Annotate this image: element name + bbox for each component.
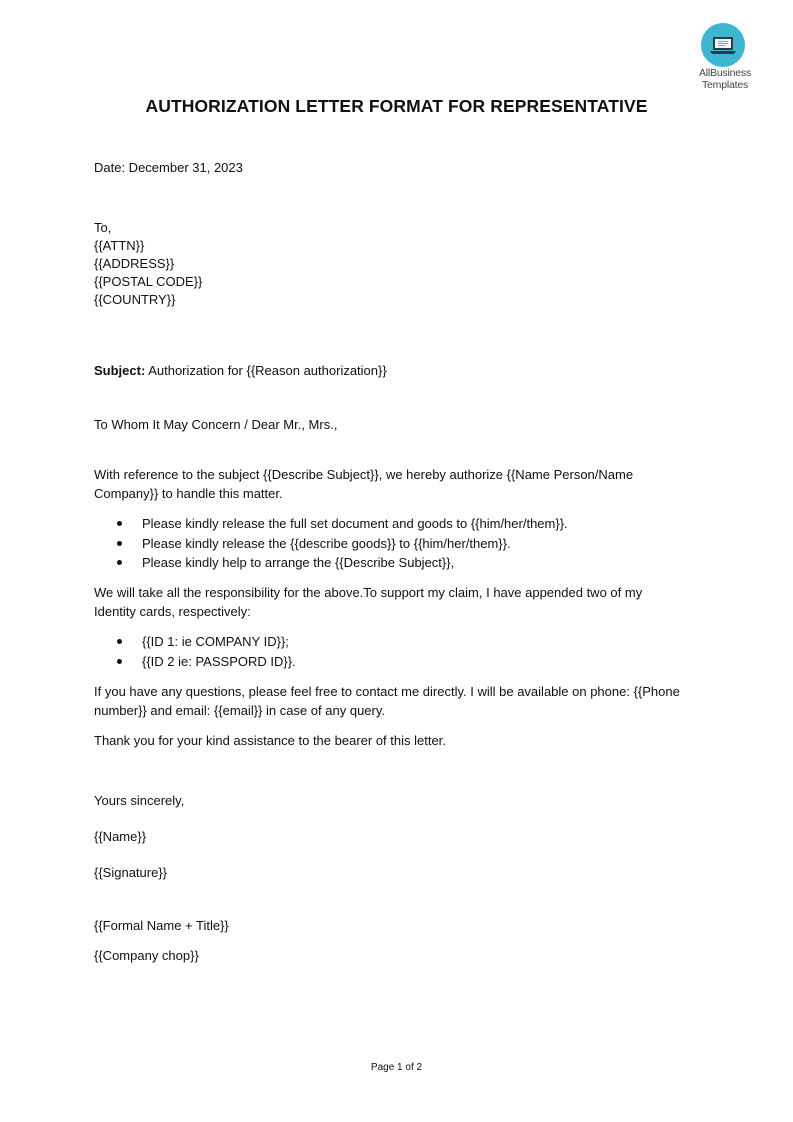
subject-line bbox=[94, 362, 387, 380]
list-item: Please kindly release the {{describe goods}} to {{him/her/them}}. bbox=[142, 536, 511, 551]
paragraph1-line2: Company}} to handle this matter. bbox=[94, 486, 283, 501]
address-postal: {{POSTAL CODE}} bbox=[94, 274, 203, 289]
logo-text bbox=[690, 67, 760, 91]
subject-text: Authorization for {{Reason authorization}} bbox=[148, 363, 387, 378]
closing-name: {{Name}} bbox=[94, 829, 147, 844]
closing-formal-name: {{Formal Name + Title}} bbox=[94, 918, 229, 933]
bullet-dot bbox=[117, 639, 122, 644]
closing-signature: {{Signature}} bbox=[94, 865, 168, 880]
address-attn: {{ATTN}} bbox=[94, 238, 145, 253]
address-street: {{ADDRESS}} bbox=[94, 256, 175, 271]
subject-label: Subject: bbox=[94, 363, 146, 378]
bullet-dot bbox=[117, 659, 122, 664]
page-number: Page 1 of 2 bbox=[370, 1062, 423, 1073]
list-item: {{ID 1: ie COMPANY ID}}; bbox=[142, 634, 289, 649]
laptop-icon bbox=[701, 23, 745, 67]
salutation: To Whom It May Concern / Dear Mr., Mrs., bbox=[94, 417, 338, 432]
list-item: {{ID 2 ie: PASSPORD ID}}. bbox=[142, 654, 296, 669]
bullet-dot bbox=[117, 521, 122, 526]
address-to: To, bbox=[94, 220, 112, 235]
date-line: Date: December 31, 2023 bbox=[94, 160, 243, 175]
logo-line-2: Templates bbox=[701, 79, 749, 91]
bullet-dot bbox=[117, 560, 122, 565]
paragraph3-line1: If you have any questions, please feel free to contact me directly. I will be available on phone: {{Phone bbox=[94, 684, 680, 699]
paragraph3-line2: number}} and email: {{email}} in case of any query. bbox=[94, 703, 386, 718]
thanks-line: Thank you for your kind assistance to the bearer of this letter. bbox=[94, 733, 446, 748]
logo-line-1: AllBusiness bbox=[698, 67, 752, 79]
bullet-dot bbox=[117, 541, 122, 546]
closing-sincerely: Yours sincerely, bbox=[94, 793, 185, 808]
paragraph2-line1: We will take all the responsibility for the above.To support my claim, I have appended two of my bbox=[94, 585, 643, 600]
list-item: Please kindly release the full set document and goods to {{him/her/them}}. bbox=[142, 516, 568, 531]
address-country: {{COUNTRY}} bbox=[94, 292, 176, 307]
allbusiness-logo bbox=[690, 20, 766, 96]
list-item: Please kindly help to arrange the {{Describe Subject}}, bbox=[142, 555, 455, 570]
document-title: AUTHORIZATION LETTER FORMAT FOR REPRESENTATIVE bbox=[145, 96, 648, 116]
paragraph1-line1: With reference to the subject {{Describe Subject}}, we hereby authorize {{Name Person/Name bbox=[94, 467, 634, 482]
closing-company-chop: {{Company chop}} bbox=[94, 948, 199, 963]
paragraph2-line2: Identity cards, respectively: bbox=[94, 604, 251, 619]
